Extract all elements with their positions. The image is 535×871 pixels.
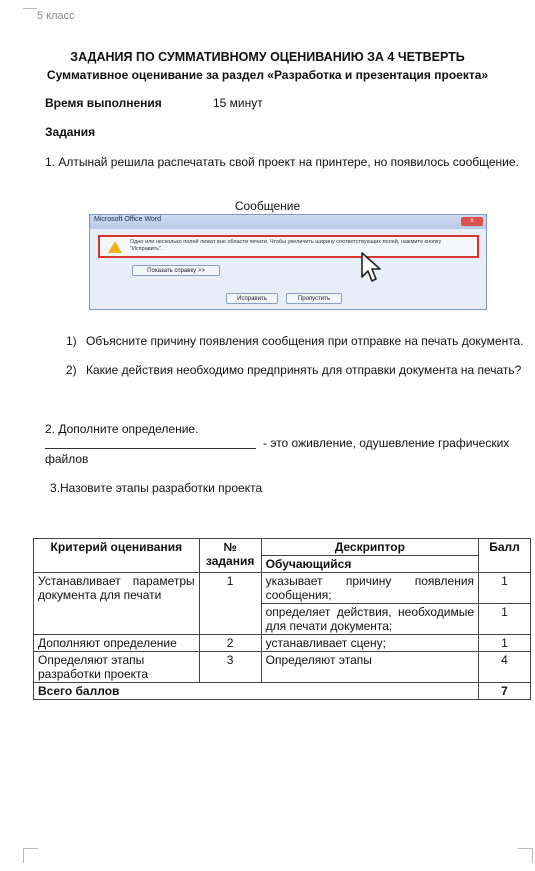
- task-no-cell: 3: [199, 652, 261, 683]
- dialog-message-box: [98, 235, 479, 258]
- total-label: Всего баллов: [34, 683, 479, 700]
- table-row: [34, 573, 531, 604]
- question-item: [66, 363, 533, 378]
- criterion-cell: Определяют этапы разработки проекта: [34, 652, 200, 683]
- question-text: Объясните причину появления сообщения при отправке на печать документа.: [86, 334, 524, 348]
- corner-mark-bottom-left: [23, 848, 38, 863]
- question-number: 2): [66, 363, 77, 377]
- question-item: [66, 334, 533, 349]
- page-title: ЗАДАНИЯ ПО СУММАТИВНОМУ ОЦЕНИВАНИЮ ЗА 4 ЧЕТВЕРТЬ: [70, 50, 465, 64]
- table-total-row: [34, 683, 531, 700]
- task1-text: 1. Алтынай решила распечатать свой проект на принтере, но появилось сообщение.: [45, 155, 519, 169]
- descriptor-cell: указывает причину появления сообщения;: [261, 573, 478, 604]
- task-no-cell: 2: [199, 635, 261, 652]
- corner-mark-bottom-right: [518, 848, 533, 863]
- task3-text: 3.Назовите этапы разработки проекта: [50, 481, 263, 495]
- dialog-title: Microsoft Office Word: [94, 216, 162, 223]
- total-value: 7: [479, 683, 531, 700]
- table-header-row: [34, 539, 531, 556]
- time-value: 15 минут: [213, 96, 263, 110]
- dialog-titlebar: [90, 215, 486, 229]
- descriptor-cell: Определяют этапы: [261, 652, 478, 683]
- header-student: Обучающийся: [261, 556, 478, 573]
- question-number: 1): [66, 334, 77, 348]
- table-row: [34, 635, 531, 652]
- header-descriptor: Дескриптор: [261, 539, 478, 556]
- score-cell: 1: [479, 573, 531, 604]
- task2-text: 2. Дополните определение.: [45, 422, 199, 436]
- dialog-message: Одно или несколько полей лежат вне области печати. Чтобы увеличить ширину соответствующих полей, нажмите кнопку "Исправить".: [130, 239, 442, 252]
- header-task-no: № задания: [199, 539, 261, 573]
- definition-end: файлов: [45, 452, 89, 466]
- task-no-cell: 1: [199, 573, 261, 635]
- question-text: Какие действия необходимо предпринять для отправки документа на печать?: [86, 363, 522, 377]
- descriptor-cell: устанавливает сцену;: [261, 635, 478, 652]
- definition-tail: - это оживление, одушевление графических: [263, 436, 510, 450]
- cursor-arrow-icon: [360, 251, 382, 283]
- header-score: Балл: [479, 539, 531, 573]
- score-cell: 1: [479, 604, 531, 635]
- criterion-cell: Устанавливает параметры документа для печати: [34, 573, 200, 635]
- criterion-cell: Дополняют определение: [34, 635, 200, 652]
- figure-caption: Сообщение: [234, 199, 301, 213]
- table-row: [34, 652, 531, 683]
- ignore-button: Пропустить: [286, 293, 342, 304]
- score-cell: 4: [479, 652, 531, 683]
- definition-blank-line: [45, 448, 256, 449]
- warning-icon: [108, 241, 122, 253]
- page-subtitle: Суммативное оценивание за раздел «Разработка и презентация проекта»: [46, 68, 489, 82]
- grade-label: 5 класс: [37, 10, 75, 22]
- score-cell: 1: [479, 635, 531, 652]
- tasks-heading: Задания: [45, 125, 96, 139]
- error-dialog: [89, 214, 487, 310]
- assessment-table: [33, 538, 531, 700]
- time-label: Время выполнения: [45, 96, 162, 110]
- header-criterion: Критерий оценивания: [34, 539, 200, 573]
- close-icon: x: [461, 217, 483, 226]
- descriptor-cell: определяет действия, необходимые для печати документа;: [261, 604, 478, 635]
- fix-button: Исправить: [226, 293, 278, 304]
- corner-mark-top-left: [23, 0, 37, 9]
- help-button: Показать справку >>: [132, 265, 220, 276]
